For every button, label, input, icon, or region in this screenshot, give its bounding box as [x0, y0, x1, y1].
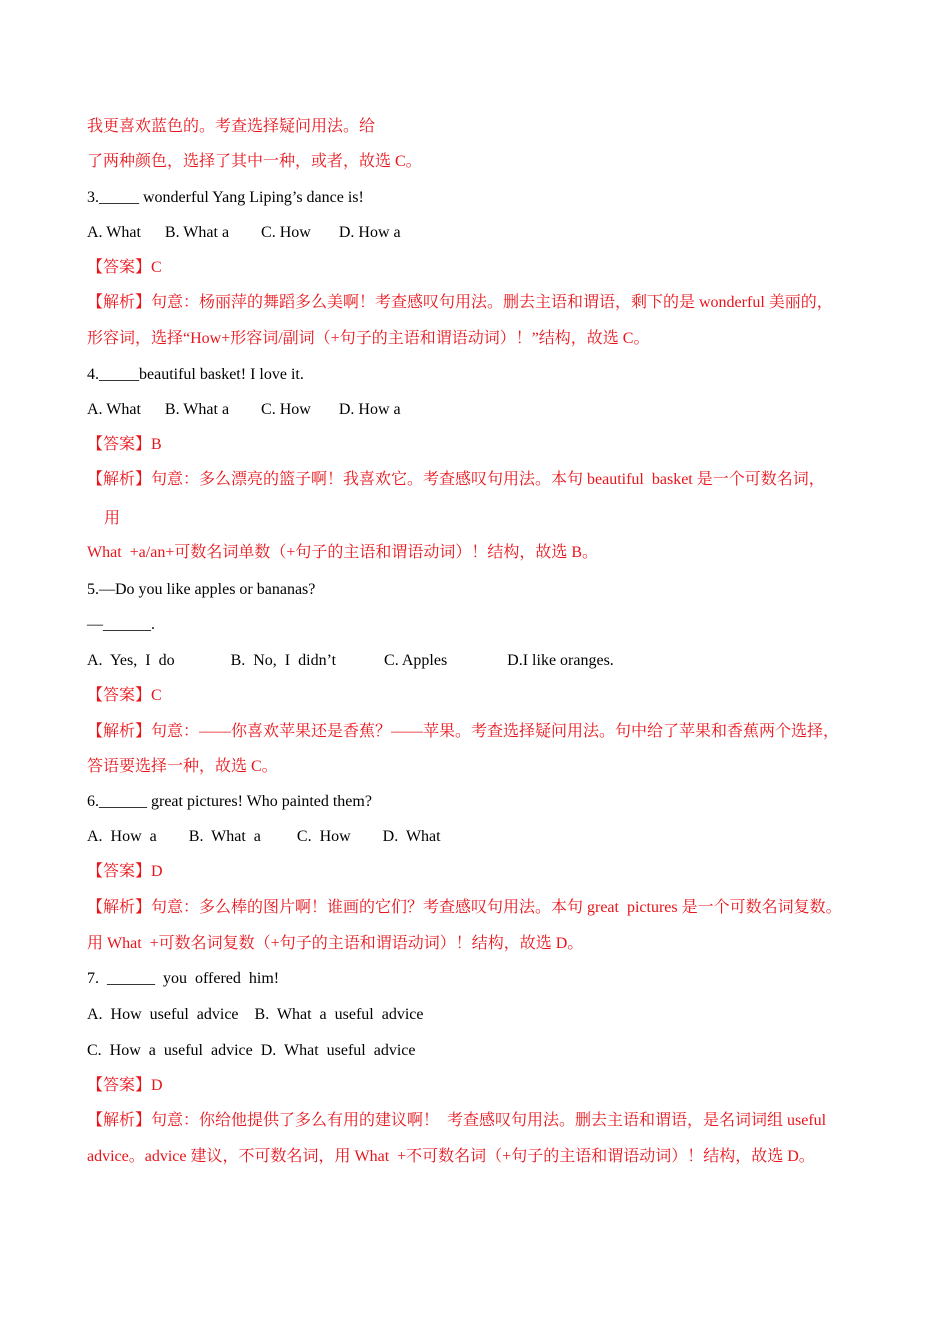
question-5: 5.—Do you like apples or bananas? [87, 581, 316, 598]
question-7: 7. ______ you offered him! [87, 970, 280, 987]
explanation-4: 【解析】句意：多么漂亮的篮子啊！我喜欢它。考查感叹句用法。本句 beautiful basket 是一个可数名词， [87, 471, 825, 488]
question-5-options: A. Yes, I do B. No, I didn’t C. Apples D.I like oranges. [87, 652, 614, 669]
explanation-7-cont: advice。advice 建议，不可数名词，用 What +不可数名词（+句子的主语和谓语动词）！结构，故选 D。 [87, 1148, 815, 1165]
explanation-6: 【解析】句意：多么棒的图片啊！谁画的它们？考查感叹句用法。本句 great pictures 是一个可数名词复数。 [87, 899, 842, 916]
answer-5: 【答案】C [87, 687, 162, 704]
question-4-options: A. What B. What a C. How D. How a [87, 401, 401, 418]
explanation-3-cont: 形容词，选择“How+形容词/副词（+句子的主语和谓语动词）！”结构，故选 C。 [87, 330, 650, 347]
explanation-5-cont: 答语要选择一种，故选 C。 [87, 758, 278, 775]
explanation-text: 了两种颜色，选择了其中一种，或者，故选 C。 [87, 153, 422, 170]
question-7-options-c-d: C. How a useful advice D. What useful advice [87, 1042, 416, 1059]
explanation-4-cont2: What +a/an+可数名词单数（+句子的主语和谓语动词）！结构，故选 B。 [87, 544, 599, 561]
explanation-5: 【解析】句意：——你喜欢苹果还是香蕉？——苹果。考查选择疑问用法。句中给了苹果和香蕉两个选择， [87, 723, 840, 740]
explanation-4-cont: 用 [104, 510, 121, 527]
question-7-options-a-b: A. How useful advice B. What a useful advice [87, 1006, 424, 1023]
question-6: 6.______ great pictures! Who painted them? [87, 793, 372, 810]
question-6-options: A. How a B. What a C. How D. What [87, 828, 441, 845]
explanation-text: 我更喜欢蓝色的。考查选择疑问用法。给 [87, 118, 376, 135]
explanation-7: 【解析】句意：你给他提供了多么有用的建议啊！ 考查感叹句用法。删去主语和谓语，是名词词组 useful [87, 1112, 827, 1129]
answer-7: 【答案】D [87, 1077, 163, 1094]
answer-6: 【答案】D [87, 863, 163, 880]
explanation-6-cont: 用 What +可数名词复数（+句子的主语和谓语动词）！结构，故选 D。 [87, 935, 584, 952]
question-4: 4._____beautiful basket! I love it. [87, 366, 304, 383]
question-3: 3._____ wonderful Yang Liping’s dance is! [87, 189, 364, 206]
answer-3: 【答案】C [87, 259, 162, 276]
question-3-options: A. What B. What a C. How D. How a [87, 224, 401, 241]
question-5-blank: —______. [87, 616, 155, 633]
explanation-3: 【解析】句意：杨丽萍的舞蹈多么美啊！考查感叹句用法。删去主语和谓语，剩下的是 wonderful 美丽的， [87, 294, 833, 311]
answer-4: 【答案】B [87, 436, 162, 453]
